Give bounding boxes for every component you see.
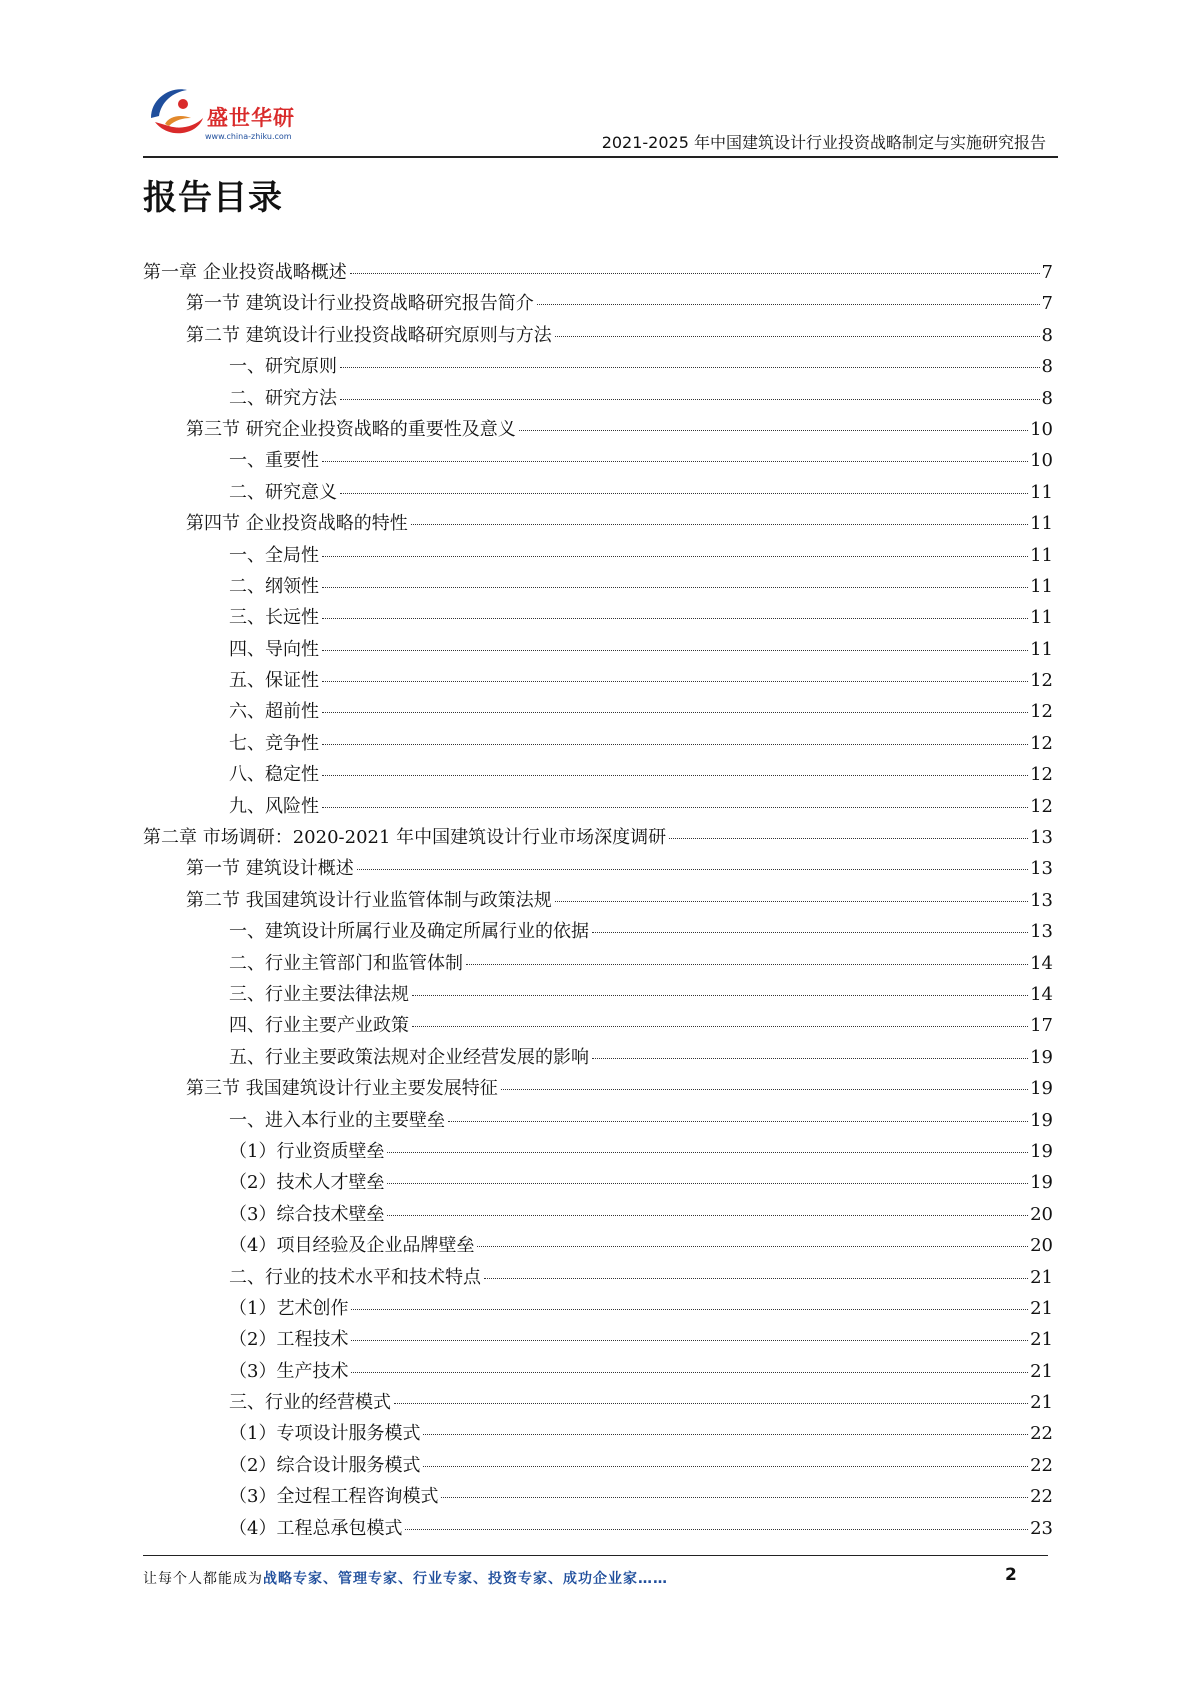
toc-entry-label: （3）生产技术 (229, 1360, 349, 1382)
header-divider (143, 156, 1058, 158)
toc-entry-page: 11 (1030, 638, 1053, 660)
toc-entry-label: 四、行业主要产业政策 (229, 1015, 409, 1037)
toc-entry-page: 13 (1030, 827, 1053, 849)
toc-leader-dots (411, 524, 1028, 525)
toc-entry[interactable] (143, 1451, 1053, 1482)
toc-entry-page: 12 (1030, 795, 1053, 817)
toc-entry[interactable] (143, 666, 1053, 697)
footer-slogan-suffix: …… (638, 1571, 668, 1587)
toc-entry-label: 五、保证性 (229, 670, 319, 692)
toc-leader-dots (387, 1152, 1028, 1153)
toc-leader-dots (322, 650, 1028, 651)
toc-entry-page: 14 (1030, 952, 1053, 974)
toc-entry-page: 11 (1030, 544, 1053, 566)
footer-slogan (143, 1568, 668, 1588)
toc-entry-page: 8 (1041, 356, 1053, 378)
toc-entry-label: （2）工程技术 (229, 1329, 349, 1351)
toc-entry[interactable] (143, 1200, 1053, 1231)
toc-entry-page: 11 (1030, 513, 1053, 535)
toc-leader-dots (322, 461, 1028, 462)
toc-leader-dots (322, 744, 1028, 745)
footer-slogan-highlight: 战略专家、管理专家、行业专家、投资专家、成功企业家 (263, 1571, 638, 1587)
toc-entry-page: 8 (1041, 324, 1053, 346)
toc-entry[interactable] (143, 1514, 1053, 1545)
toc-leader-dots (555, 336, 1040, 337)
toc-leader-dots (466, 964, 1028, 965)
toc-entry[interactable] (143, 1357, 1053, 1388)
toc-entry[interactable] (143, 1388, 1053, 1419)
toc-entry-label: （1）行业资质壁垒 (229, 1140, 385, 1162)
toc-entry-label: 第一章 企业投资战略概述 (143, 262, 347, 283)
toc-leader-dots (592, 1058, 1028, 1059)
toc-leader-dots (537, 304, 1040, 305)
toc-leader-dots (351, 1372, 1028, 1373)
logo-emblem-icon (143, 80, 209, 146)
toc-entry-label: 六、超前性 (229, 701, 319, 723)
toc-entry-page: 13 (1030, 858, 1053, 880)
toc-leader-dots (501, 1089, 1028, 1090)
toc-leader-dots (477, 1246, 1028, 1247)
toc-entry[interactable] (143, 1011, 1053, 1042)
toc-entry-page: 21 (1030, 1297, 1053, 1319)
toc-leader-dots (322, 618, 1028, 619)
toc-entry-label: 一、进入本行业的主要壁垒 (229, 1109, 445, 1131)
toc-entry[interactable] (143, 760, 1053, 791)
toc-entry-page: 7 (1041, 293, 1053, 315)
toc-entry-label: 二、研究方法 (229, 387, 337, 409)
toc-entry[interactable] (143, 446, 1053, 477)
toc-leader-dots (423, 1466, 1028, 1467)
toc-leader-dots (519, 430, 1028, 431)
toc-entry-label: 二、行业的技术水平和技术特点 (229, 1266, 481, 1288)
toc-entry[interactable] (143, 792, 1053, 823)
toc-entry-label: 三、行业的经营模式 (229, 1392, 391, 1414)
toc-entry[interactable] (143, 572, 1053, 603)
toc-entry[interactable] (143, 1263, 1053, 1294)
toc-leader-dots (322, 712, 1028, 713)
toc-entry-page: 12 (1030, 732, 1053, 754)
toc-entry[interactable] (143, 1074, 1053, 1105)
toc-entry-page: 17 (1030, 1015, 1053, 1037)
toc-entry-page: 23 (1030, 1517, 1053, 1539)
toc-entry-label: 第三节 我国建筑设计行业主要发展特征 (186, 1078, 498, 1100)
toc-entry-page: 21 (1030, 1329, 1053, 1351)
toc-entry-page: 11 (1030, 607, 1053, 629)
toc-leader-dots (448, 1121, 1028, 1122)
toc-entry[interactable] (143, 321, 1053, 352)
toc-entry-label: 一、建筑设计所属行业及确定所属行业的依据 (229, 921, 589, 943)
toc-entry[interactable] (143, 603, 1053, 634)
toc-leader-dots (340, 493, 1028, 494)
toc-entry-label: 第一节 建筑设计概述 (186, 858, 354, 880)
toc-entry[interactable] (143, 980, 1053, 1011)
toc-entry[interactable] (143, 886, 1053, 917)
toc-entry-page: 13 (1030, 889, 1053, 911)
toc-entry[interactable] (143, 1419, 1053, 1450)
toc-entry-label: 第二节 建筑设计行业投资战略研究原则与方法 (186, 324, 552, 346)
page-header (143, 80, 1058, 158)
toc-entry-page: 19 (1030, 1140, 1053, 1162)
toc-leader-dots (555, 901, 1028, 902)
toc-entry-label: （2）技术人才壁垒 (229, 1172, 385, 1194)
toc-entry-page: 7 (1041, 262, 1053, 283)
toc-entry[interactable] (143, 509, 1053, 540)
logo-name: 盛世华研 (207, 106, 295, 130)
toc-entry-label: 七、竞争性 (229, 732, 319, 754)
toc-entry[interactable] (143, 1325, 1053, 1356)
toc-entry-page: 10 (1030, 418, 1053, 440)
toc-entry[interactable] (143, 635, 1053, 666)
toc-entry-label: 三、行业主要法律法规 (229, 983, 409, 1005)
toc-entry-page: 11 (1030, 575, 1053, 597)
toc-entry[interactable] (143, 478, 1053, 509)
toc-leader-dots (387, 1183, 1028, 1184)
toc-entry-label: 四、导向性 (229, 638, 319, 660)
toc-entry-label: 九、风险性 (229, 795, 319, 817)
toc-entry-label: 第二章 市场调研：2020-2021 年中国建筑设计行业市场深度调研 (143, 827, 667, 849)
toc-entry-label: 第四节 企业投资战略的特性 (186, 513, 408, 535)
toc-entry[interactable] (143, 729, 1053, 760)
toc-leader-dots (357, 869, 1028, 870)
toc-entry[interactable] (143, 949, 1053, 980)
toc-leader-dots (441, 1497, 1028, 1498)
toc-entry-label: （2）综合设计服务模式 (229, 1454, 421, 1476)
toc-entry-label: 五、行业主要政策法规对企业经营发展的影响 (229, 1046, 589, 1068)
toc-entry-label: （3）综合技术壁垒 (229, 1203, 385, 1225)
toc-entry-label: 一、全局性 (229, 544, 319, 566)
toc-entry[interactable] (143, 384, 1053, 415)
toc-entry-page: 12 (1030, 670, 1053, 692)
toc-entry-page: 10 (1030, 450, 1053, 472)
toc-entry[interactable] (143, 1137, 1053, 1168)
toc-leader-dots (322, 775, 1028, 776)
toc-leader-dots (387, 1215, 1028, 1216)
toc-entry-page: 19 (1030, 1172, 1053, 1194)
toc-entry-page: 12 (1030, 764, 1053, 786)
toc-entry-page: 19 (1030, 1109, 1053, 1131)
page-title: 报告目录 (143, 178, 283, 218)
toc-entry-page: 8 (1041, 387, 1053, 409)
toc-entry[interactable] (143, 917, 1053, 948)
toc-entry-page: 19 (1030, 1078, 1053, 1100)
toc-leader-dots (351, 1309, 1028, 1310)
toc-entry-page: 14 (1030, 983, 1053, 1005)
toc-entry-label: （1）专项设计服务模式 (229, 1423, 421, 1445)
toc-entry[interactable] (143, 823, 1053, 854)
toc-leader-dots (484, 1278, 1028, 1279)
toc-entry[interactable] (143, 415, 1053, 446)
company-logo (143, 80, 313, 150)
toc-leader-dots (669, 838, 1028, 839)
toc-entry[interactable] (143, 1043, 1053, 1074)
toc-entry[interactable] (143, 1231, 1053, 1262)
footer-divider (143, 1555, 1048, 1556)
toc-entry-label: （4）项目经验及企业品牌壁垒 (229, 1235, 475, 1257)
logo-url: www.china-zhiku.com (205, 132, 292, 141)
toc-entry[interactable] (143, 854, 1053, 885)
toc-leader-dots (340, 367, 1040, 368)
toc-entry-page: 12 (1030, 701, 1053, 723)
toc-entry[interactable] (143, 258, 1053, 289)
toc-leader-dots (322, 556, 1028, 557)
toc-entry-label: 三、长远性 (229, 607, 319, 629)
toc-leader-dots (322, 587, 1028, 588)
toc-leader-dots (322, 807, 1028, 808)
toc-entry-page: 13 (1030, 921, 1053, 943)
toc-leader-dots (322, 681, 1028, 682)
toc-leader-dots (412, 1026, 1028, 1027)
toc-entry-label: 八、稳定性 (229, 764, 319, 786)
toc-entry-label: 二、研究意义 (229, 481, 337, 503)
report-title: 2021-2025 年中国建筑设计行业投资战略制定与实施研究报告 (601, 133, 1046, 152)
toc-entry-page: 22 (1030, 1423, 1053, 1445)
toc-leader-dots (340, 399, 1040, 400)
toc-leader-dots (592, 932, 1028, 933)
toc-entry-page: 22 (1030, 1486, 1053, 1508)
toc-leader-dots (350, 273, 1040, 274)
toc-entry-page: 19 (1030, 1046, 1053, 1068)
toc-entry-label: （1）艺术创作 (229, 1297, 349, 1319)
toc-entry[interactable] (143, 289, 1053, 320)
toc-entry-label: 第二节 我国建筑设计行业监管体制与政策法规 (186, 889, 552, 911)
footer-slogan-prefix: 让每个人都能成为 (143, 1571, 263, 1587)
toc-entry-label: 第一节 建筑设计行业投资战略研究报告简介 (186, 293, 534, 315)
toc-leader-dots (351, 1340, 1028, 1341)
toc-entry-page: 20 (1030, 1203, 1053, 1225)
toc-entry[interactable] (143, 1482, 1053, 1513)
toc-entry-page: 21 (1030, 1392, 1053, 1414)
toc-entry-label: 二、纲领性 (229, 575, 319, 597)
toc-leader-dots (394, 1403, 1028, 1404)
toc-leader-dots (412, 995, 1028, 996)
toc-entry[interactable] (143, 1168, 1053, 1199)
toc-leader-dots (405, 1529, 1028, 1530)
toc-entry-page: 21 (1030, 1360, 1053, 1382)
toc-entry-page: 20 (1030, 1235, 1053, 1257)
toc-entry-label: 第三节 研究企业投资战略的重要性及意义 (186, 418, 516, 440)
toc-leader-dots (423, 1434, 1028, 1435)
toc-entry-label: （4）工程总承包模式 (229, 1517, 403, 1539)
toc-entry-page: 11 (1030, 481, 1053, 503)
page-number: 2 (1005, 1565, 1017, 1585)
toc-entry-page: 22 (1030, 1454, 1053, 1476)
toc-entry[interactable] (143, 697, 1053, 728)
toc-entry[interactable] (143, 541, 1053, 572)
toc-entry-page: 21 (1030, 1266, 1053, 1288)
toc-entry[interactable] (143, 1294, 1053, 1325)
toc-entry-label: 一、重要性 (229, 450, 319, 472)
toc-entry[interactable] (143, 352, 1053, 383)
toc-entry-label: （3）全过程工程咨询模式 (229, 1486, 439, 1508)
table-of-contents (143, 258, 1053, 1545)
toc-entry[interactable] (143, 1106, 1053, 1137)
toc-entry-label: 一、研究原则 (229, 356, 337, 378)
toc-entry-label: 二、行业主管部门和监管体制 (229, 952, 463, 974)
